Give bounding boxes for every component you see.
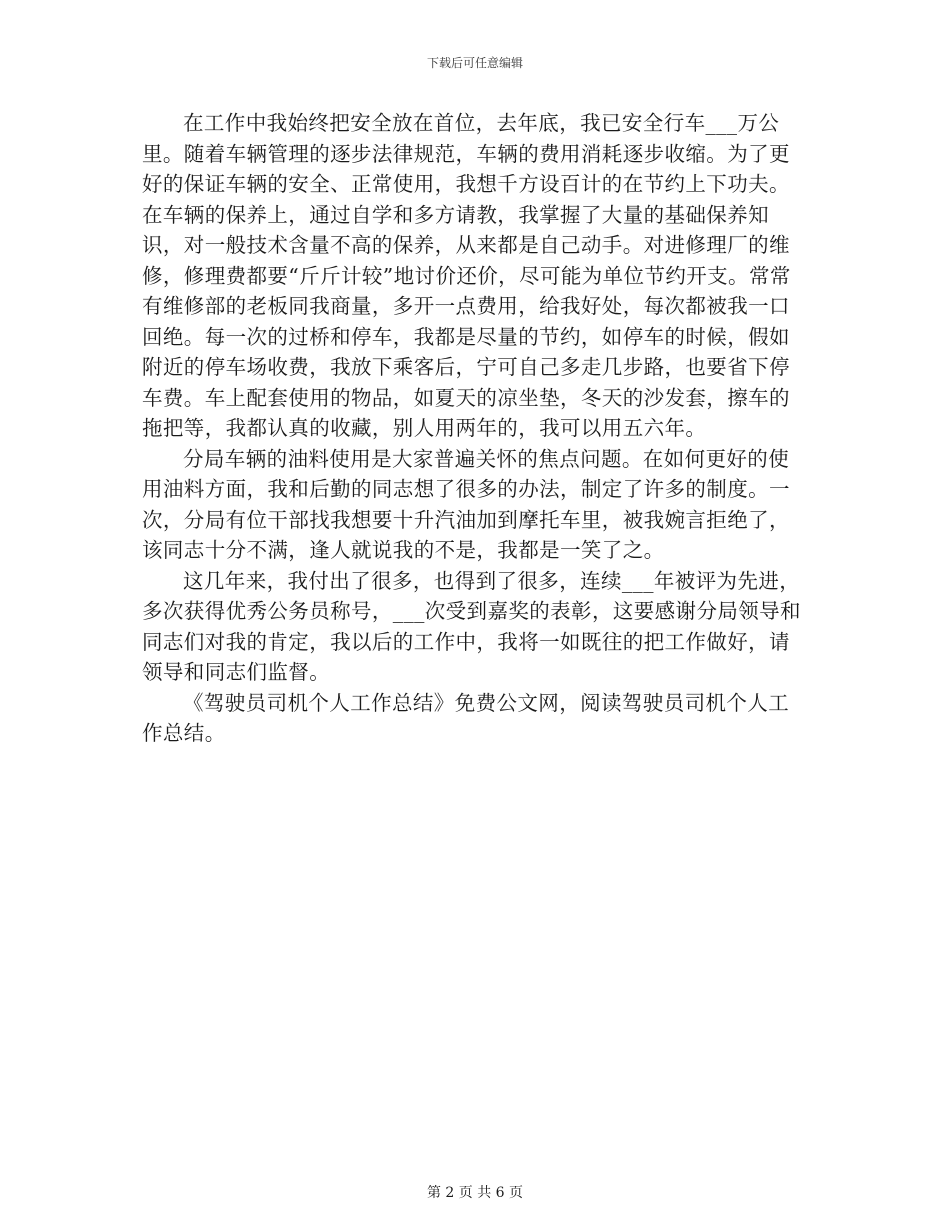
paragraph-1: 在工作中我始终把安全放在首位，去年底，我已安全行车___万公里。随着车辆管理的逐步法律规范，车辆的费用消耗逐步收缩。为了更好的保证车辆的安全、正常使用，我想千方设百计的在节约上下功夫。在车辆的保养上，通过自学和多方请教，我掌握了大量的基础保养知识，对一般技术含量不高的保养，从来都是自己动手。对进修理厂的维修，修理费都要“斤斤计较”地讨价还价，尽可能为单位节约开支。常常有维修部的老板同我商量，多开一点费用，给我好处，每次都被我一口回绝。每一次的过桥和停车，我都是尽量的节约，如停车的时候，假如附近的停车场收费，我放下乘客后，宁可自己多走几步路，也要省下停车费。车上配套使用的物品，如夏天的凉坐垫，冬天的沙发套，擦车的拖把等，我都认真的收藏，别人用两年的，我可以用五六年。 (142, 111, 791, 440)
document-body (142, 108, 806, 749)
paragraph-3: 这几年来，我付出了很多，也得到了很多，连续___年被评为先进，多次获得优秀公务员称号，___次受到嘉奖的表彰，这要感谢分局领导和同志们对我的肯定，我以后的工作中，我将一如既往的把工作做好，请领导和同志们监督。 (142, 568, 801, 684)
page-header: 下载后可任意编辑 (426, 56, 523, 70)
page-footer: 第 2 页 共 6 页 (426, 1185, 524, 1201)
paragraph-2: 分局车辆的油料使用是大家普遍关怀的焦点问题。在如何更好的使用油料方面，我和后勤的同志想了很多的办法，制定了许多的制度。一次，分局有位干部找我想要十升汽油加到摩托车里，被我婉言拒绝了，该同志十分不满，逢人就说我的不是，我都是一笑了之。 (142, 446, 790, 562)
paragraph-4: 《驾驶员司机个人工作总结》免费公文网，阅读驾驶员司机个人工作总结。 (142, 690, 790, 745)
